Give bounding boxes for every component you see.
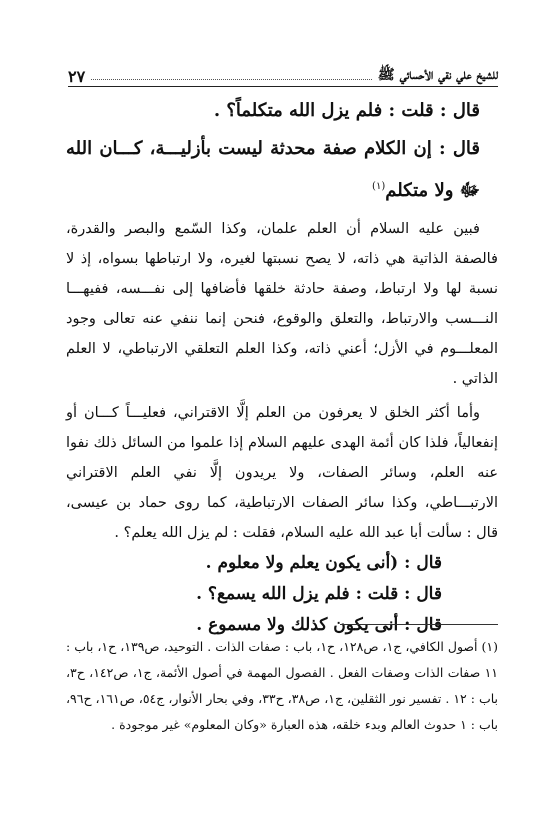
running-header [68,60,498,87]
header-dot-leader [91,79,372,80]
footnote-ref[interactable]: (١) [372,181,386,192]
paragraph: فبين عليه السلام أن العلم علمان، وكذا السّمع والبصر والقدرة، فالصفة الذاتية هي ذاته، لا يصح نسبتها لغيره، ولا ارتباطها بسواه، إذ لا نسبة لها ولا ارتباط، وصفة حادثة خلقها فأضافها إلى نفـــسه، ففيهـــا النـــسب والارتباط، والتعلق والوقوع، فنحن إنما ننفي عنه تعالى وجود المعلـــوم في الأزل؛ أعني ذاته، وكذا العلم التعلقي الارتباطي، لا العلم الذاتي . [66,221,498,387]
footnote-separator [340,624,498,625]
dialogue-line: قال : (أنى يكون يعلم ولا معلوم . [205,553,442,573]
answer-line [66,130,498,210]
dialogue-line: قال : قلت : فلم يزل الله يسمع؟ . [196,584,442,604]
footnote: (١) أصول الكافي، ج١، ص١٢٨، ح١، باب : صفات الذات . التوحيد، ص١٣٩، ح١، باب : ١١ صفات الذات وصفات الفعل . الفصول المهمة في أصول الأئمة، ج١، ص١٤٢، ح٣، باب : ١٢ . تفسير نور الثقلين، ج١، ص٣٨، ح٣٣، وفي بحار الأنوار، ج٥٤، ص١٦١، ح٩٦، باب : ١ حدوث العالم وبدء خلقه، هذه العبارة «وكان المعلوم» غير موجودة . [66,639,499,732]
dialogue-line: قال : أنى يكون كذلك ولا مسموع . [196,615,442,635]
answer-text: قال : إن الكلام صفة محدثة ليست بأزليـــة، كـــان الله ﷻ ولا متكلم [66,138,480,201]
header-title: للشيخ علي نقي الأحسائي ﷺ [377,67,498,83]
question-line: قال : قلت : فلم يزل الله متكلماً؟ . [213,100,480,121]
page-number: ٢٧ [68,67,86,86]
paragraph: وأما أكثر الخلق لا يعرفون من العلم إلَّا الاقتراني، فعليـــاً كـــان أو إنفعالياً، فلذا كان أئمة الهدى عليهم السلام إذا علموا من السائل ذلك نفوا عنه العلم، وسائر الصفات، ولا يريدون إلَّا نفي العلم الاقتراني الارتبـــاطي، وكذا سائر الصفات الارتباطية، كما روى حماد بن عيسى، قال : سألت أبا عبد الله عليه السلام، فقلت : لم يزل الله يعلم؟ . [66,405,498,541]
main-text [66,92,498,641]
